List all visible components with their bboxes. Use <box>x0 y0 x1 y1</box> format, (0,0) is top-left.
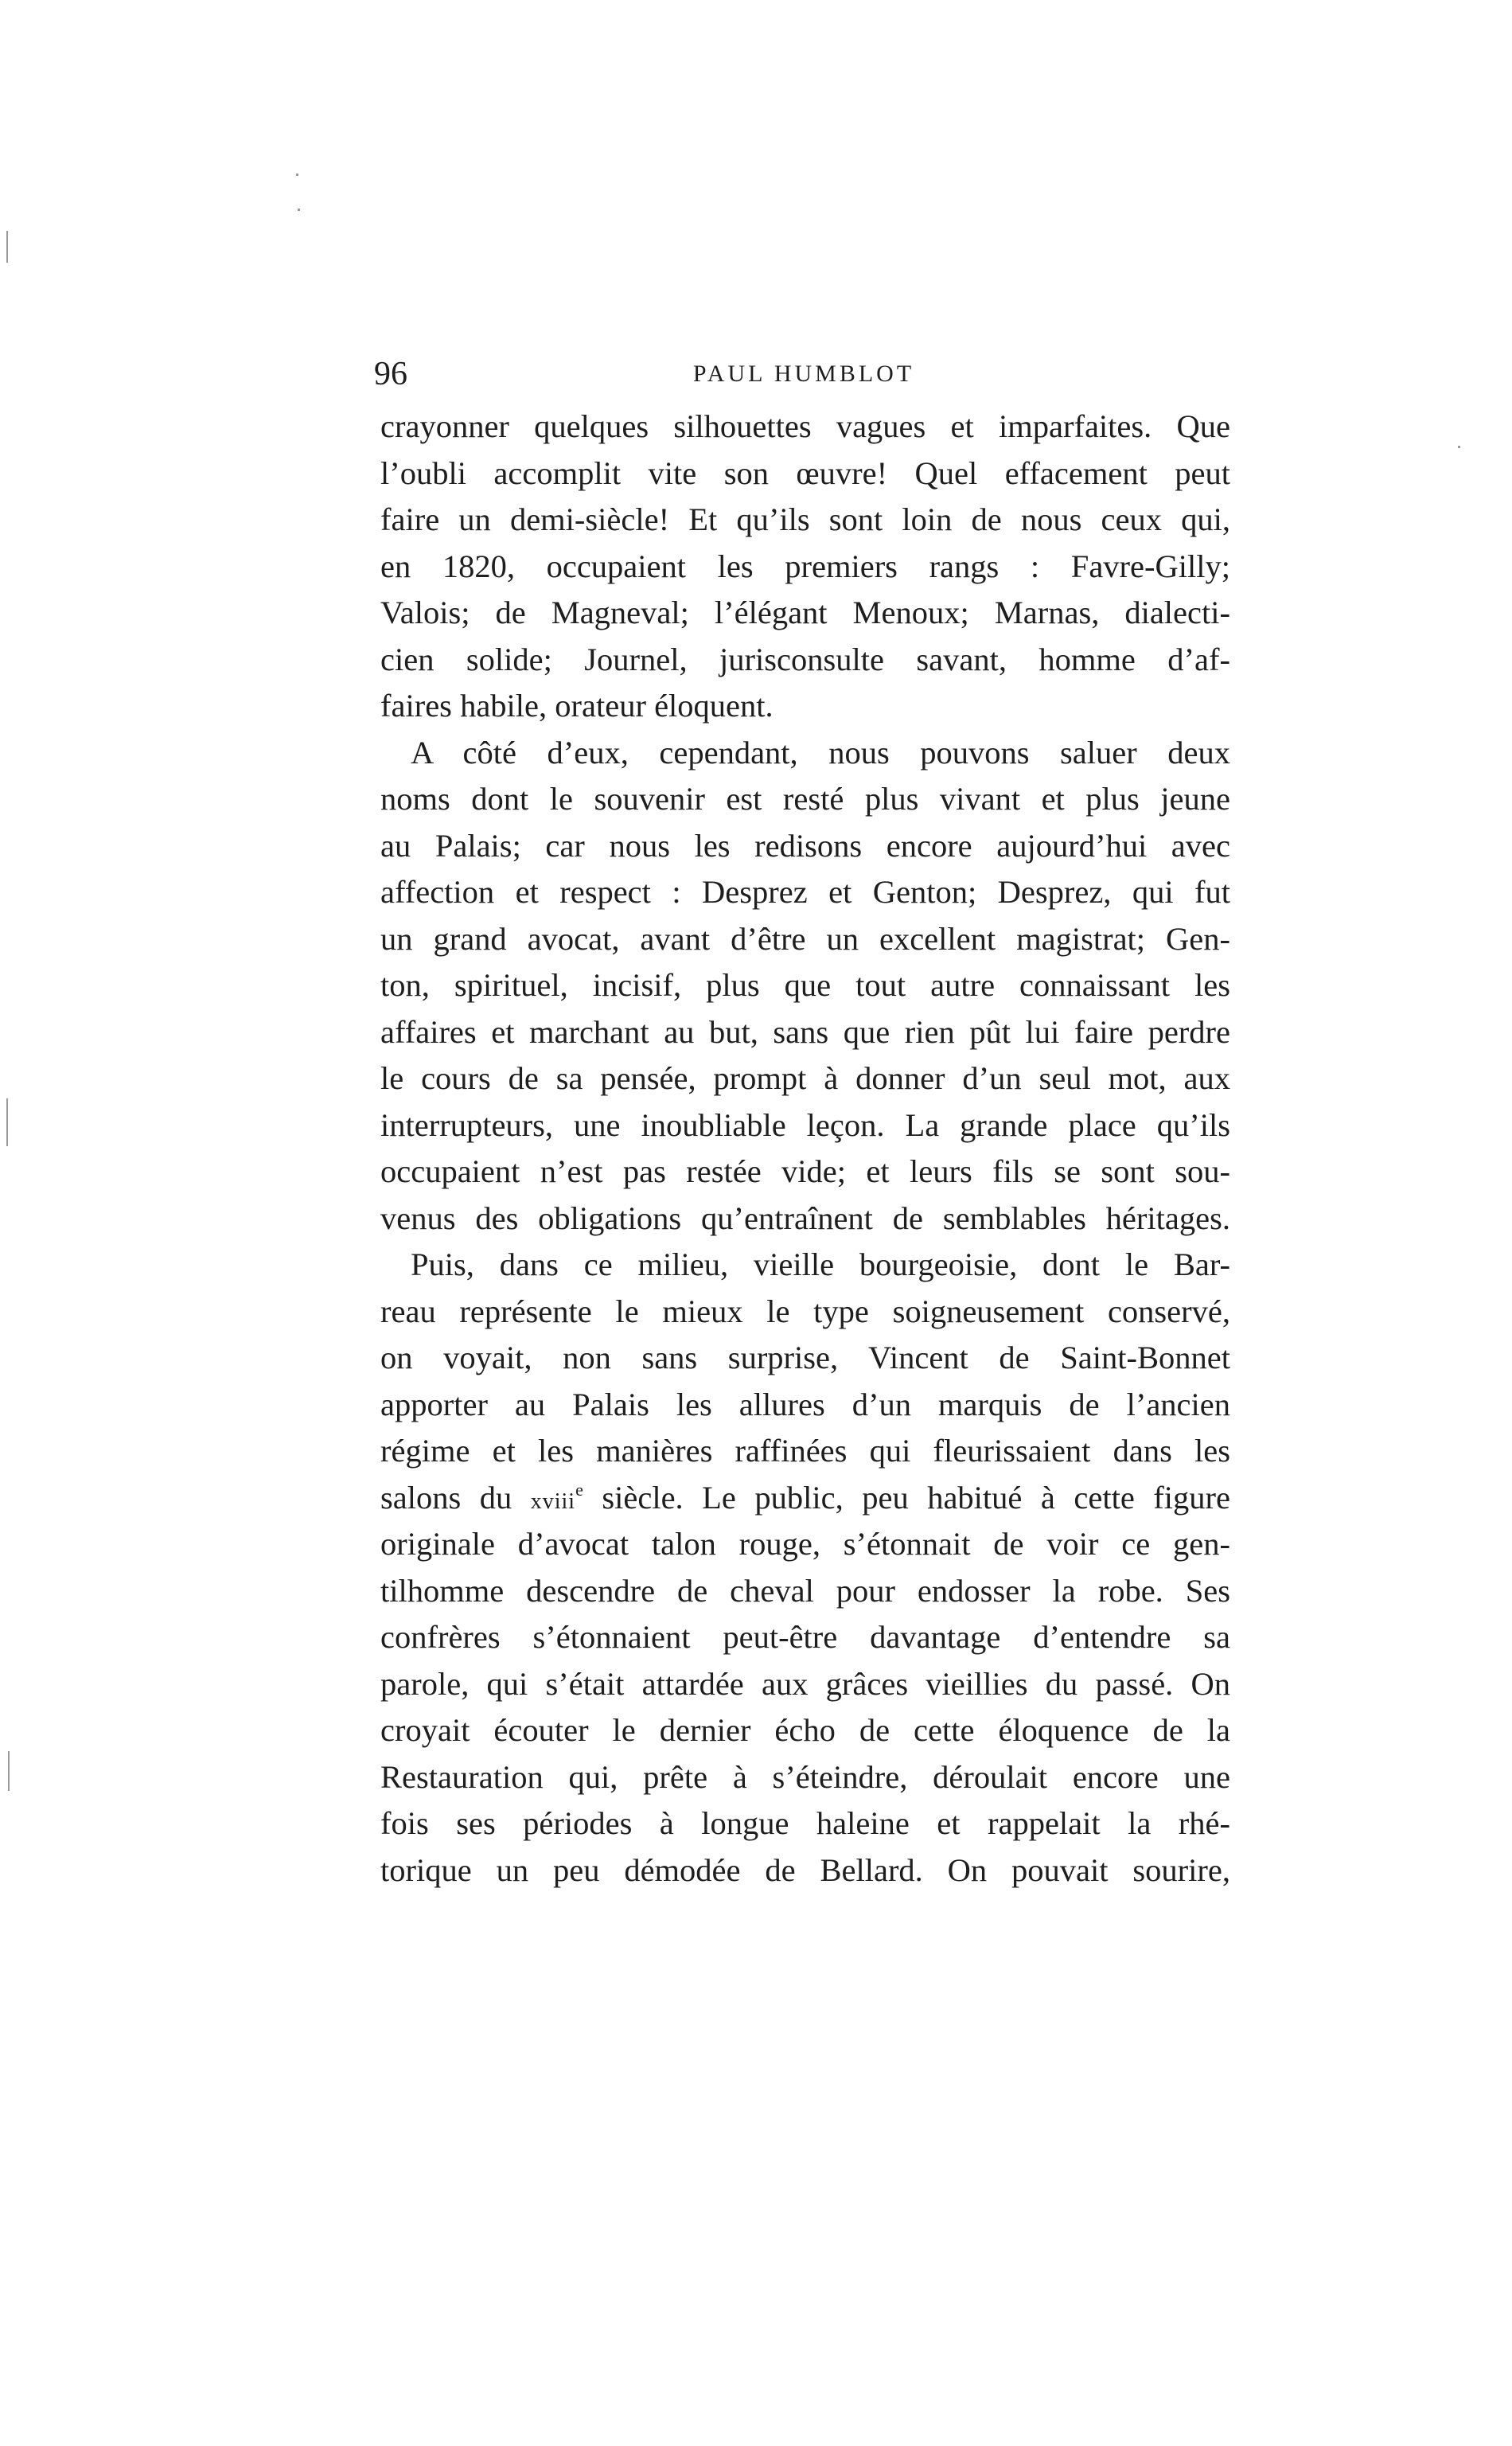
text-line: on voyait, non sans surprise, Vincent de Saint-Bonnet <box>380 1340 1230 1375</box>
text-line: noms dont le souvenir est resté plus vivant et plus jeune <box>380 781 1230 817</box>
text-line: un grand avocat, avant d’être un excellent magistrat; Gen- <box>380 920 1230 957</box>
text-line: affaires et marchant au but, sans que rien pût lui faire perdre <box>380 1013 1230 1050</box>
text-line: parole, qui s’était attardée aux grâces vieillies du passé. On <box>380 1665 1230 1702</box>
margin-mark <box>6 231 8 263</box>
paragraph-first-line: Puis, dans ce milieu, vieille bourgeoisie, dont le Bar- <box>411 1246 1230 1282</box>
text-line: affection et respect : Desprez et Genton; Desprez, qui fut <box>380 874 1230 910</box>
text-line <box>380 1475 1230 1522</box>
text-line: croyait écouter le dernier écho de cette éloquence de la <box>380 1712 1230 1748</box>
text-line: faires habile, orateur éloquent. <box>380 688 774 724</box>
text-line: au Palais; car nous les redisons encore aujourd’hui avec <box>380 827 1230 864</box>
text-line: crayonner quelques silhouettes vagues et imparfaites. Que <box>380 408 1230 444</box>
text-line: torique un peu démodée de Bellard. On pouvait sourire, <box>380 1851 1230 1888</box>
text-line: confrères s’étonnaient peut-être davantage d’entendre sa <box>380 1619 1230 1655</box>
paragraph-first-line: A côté d’eux, cependant, nous pouvons saluer deux <box>411 734 1230 770</box>
text-line: fois ses périodes à longue haleine et rappelait la rhé- <box>380 1805 1230 1841</box>
page-number: 96 <box>374 356 407 392</box>
century-numeral: xviii <box>530 1488 576 1514</box>
text-line: Valois; de Magneval; l’élégant Menoux; Marnas, dialecti- <box>380 595 1230 630</box>
text-line: apporter au Palais les allures d’un marquis de l’ancien <box>380 1386 1230 1422</box>
margin-mark <box>296 174 298 176</box>
line-text: salons du <box>380 1479 531 1516</box>
text-line: cien solide; Journel, jurisconsulte savant, homme d’af- <box>380 641 1230 677</box>
text-line: Restauration qui, prête à s’éteindre, déroulait encore une <box>380 1758 1230 1795</box>
text-line: le cours de sa pensée, prompt à donner d’un seul mot, aux <box>380 1060 1230 1096</box>
text-line: en 1820, occupaient les premiers rangs : Favre-Gilly; <box>380 548 1230 584</box>
text-line: originale d’avocat talon rouge, s’étonnait de voir ce gen- <box>380 1526 1230 1562</box>
ordinal-superscript: e <box>575 1479 583 1500</box>
margin-mark <box>298 209 300 211</box>
text-line: faire un demi-siècle! Et qu’ils sont loin de nous ceux qui, <box>380 501 1230 537</box>
text-line: interrupteurs, une inoubliable leçon. La grande place qu’ils <box>380 1106 1230 1143</box>
text-line: régime et les manières raffinées qui fleurissaient dans les <box>380 1433 1230 1469</box>
margin-mark <box>1458 446 1460 448</box>
text-line: venus des obligations qu’entraînent de semblables héritages. <box>380 1200 1230 1236</box>
text-line: reau représente le mieux le type soigneusement conservé, <box>380 1293 1230 1329</box>
text-line: ton, spirituel, incisif, plus que tout autre connaissant les <box>380 967 1230 1003</box>
running-title: PAUL HUMBLOT <box>692 361 915 387</box>
text-line: occupaient n’est pas restée vide; et leurs fils se sont sou- <box>380 1153 1230 1189</box>
page-header <box>374 350 1233 398</box>
text-line: tilhomme descendre de cheval pour endosser la robe. Ses <box>380 1572 1230 1609</box>
text-line: l’oubli accomplit vite son œuvre! Quel effacement peut <box>380 454 1230 491</box>
margin-mark <box>6 1098 8 1146</box>
body-text <box>380 404 1230 1894</box>
line-text: siècle. Le public, peu habitué à cette figure <box>583 1479 1231 1516</box>
margin-mark <box>8 1751 10 1791</box>
